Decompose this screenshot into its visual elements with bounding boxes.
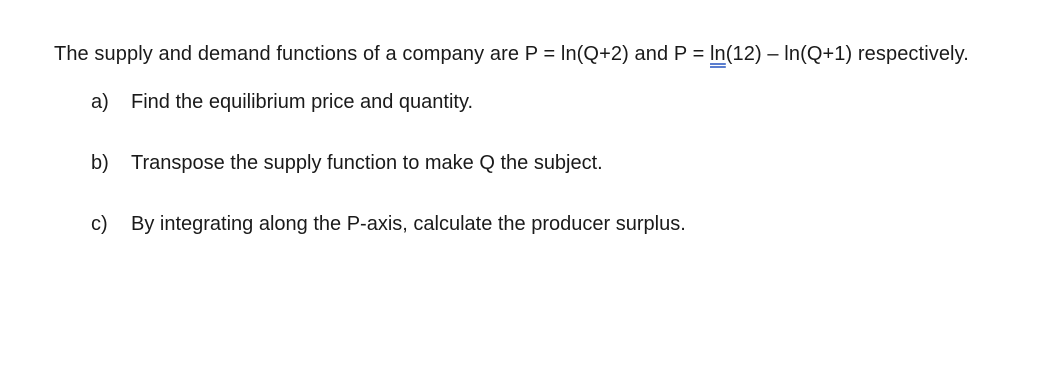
- spellcheck-flagged-word[interactable]: ln: [710, 43, 726, 65]
- question-b-marker: b): [91, 152, 109, 174]
- question-c: [91, 211, 686, 237]
- statement-text-start: The supply and demand functions of a company are P = ln(Q+2) and P =: [54, 43, 711, 65]
- question-a-marker: a): [91, 91, 109, 113]
- statement-text-end: (12) – ln(Q+1) respectively.: [725, 43, 969, 65]
- question-b-text: Transpose the supply function to make Q the subject.: [131, 152, 603, 174]
- question-a-text: Find the equilibrium price and quantity.: [131, 91, 474, 113]
- question-c-marker: c): [91, 213, 108, 235]
- question-c-text: By integrating along the P-axis, calculate the producer surplus.: [131, 213, 686, 235]
- question-a: [91, 89, 473, 115]
- question-b: [91, 150, 603, 176]
- problem-statement: [54, 41, 969, 67]
